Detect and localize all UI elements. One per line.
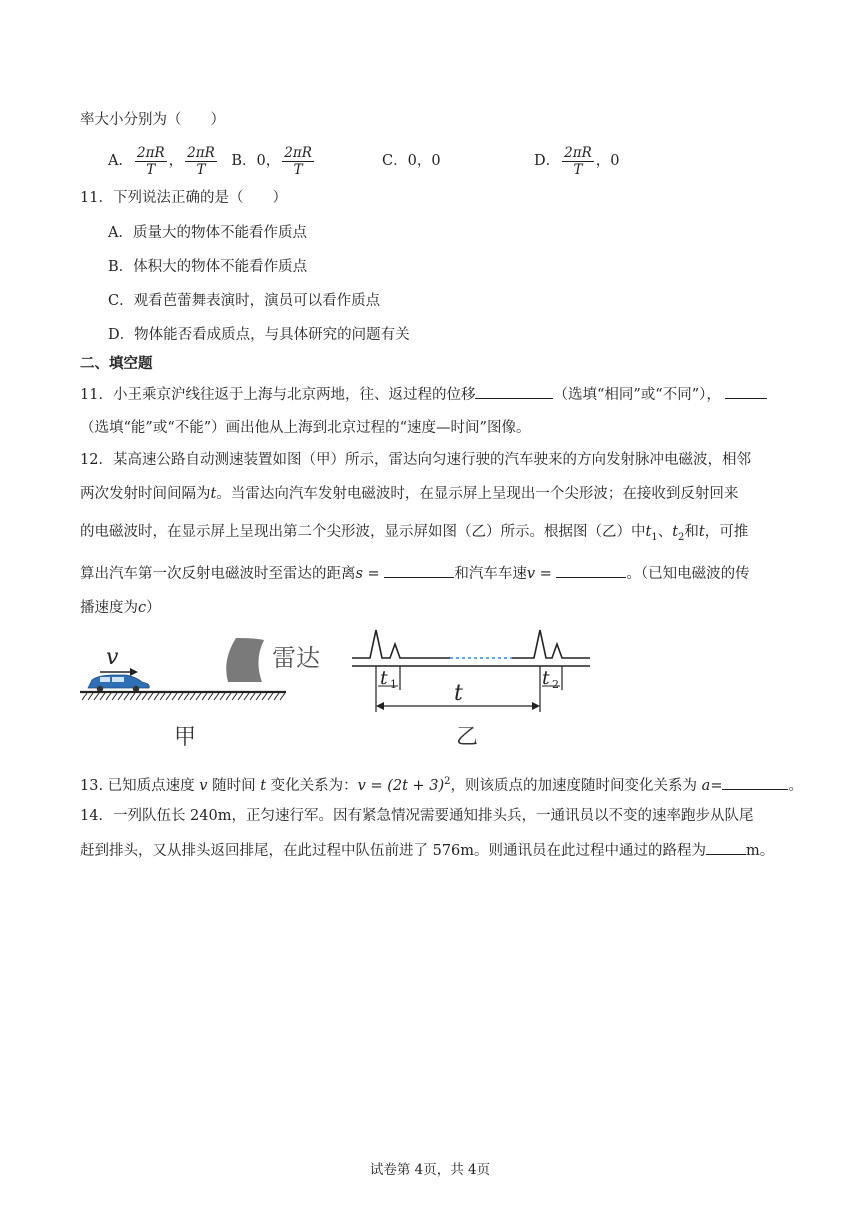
q10-option-d-frac xyxy=(562,145,594,178)
t-arrow-left-head xyxy=(376,702,384,710)
text: 赶到排头，又从排头返回排尾，在此过程中队伍前进了 576m。则通讯员在此过程中通过的路程为 xyxy=(80,843,707,859)
text: = xyxy=(710,777,723,794)
hatch-mark xyxy=(226,693,231,700)
pulse-pair-left xyxy=(352,630,450,658)
text: ） xyxy=(146,600,161,616)
exponent: 2 xyxy=(444,776,451,787)
q10-stem-tail: 率大小分别为（ ） xyxy=(80,112,225,128)
hatch-mark xyxy=(202,693,207,700)
frac-den: T xyxy=(196,161,206,178)
figure-yi-label: 乙 xyxy=(456,725,479,750)
text: ，则该质点的加速度随时间变化关系为 xyxy=(450,777,702,794)
text: m。 xyxy=(746,843,775,859)
hatch-mark xyxy=(280,693,285,700)
q10-option-c: C．0，0 xyxy=(382,153,441,169)
t1-sub: 1 xyxy=(390,678,397,691)
q12-line4 xyxy=(80,563,750,584)
hatch-mark xyxy=(250,693,255,700)
hatch-mark xyxy=(238,693,243,700)
text: = xyxy=(535,566,557,582)
q11-option-a: A．质量大的物体不能看作质点 xyxy=(108,225,307,241)
hatch-mark xyxy=(178,693,183,700)
hatch-mark xyxy=(136,693,141,700)
text: 。 xyxy=(788,777,803,794)
q14-line2 xyxy=(80,840,774,861)
text: 两次发射时间间隔为 xyxy=(80,486,211,502)
t-arrow-right-head xyxy=(532,702,540,710)
hatch-mark xyxy=(112,693,117,700)
t2-label: t xyxy=(542,667,550,689)
text: 。当雷达向汽车发射电磁波时，在显示屏上呈现出一个尖形波；在接收到反射回来 xyxy=(216,486,739,502)
hatch-mark xyxy=(142,693,147,700)
section-heading: 二、填空题 xyxy=(80,355,153,372)
q11-option-d: D．物体能否看成质点，与具体研究的问题有关 xyxy=(108,327,410,343)
frac-den: T xyxy=(573,161,583,178)
answer-blank xyxy=(725,384,767,399)
hatch-mark xyxy=(172,693,177,700)
hatch-mark xyxy=(274,693,279,700)
var-a: a xyxy=(701,777,711,794)
text: 11．小王乘京沪线往返于上海与北京两地，往、返过程的位移 xyxy=(80,387,476,403)
var-t: t xyxy=(260,777,267,794)
q10-option-a-frac xyxy=(135,145,167,178)
radar-figure xyxy=(78,620,598,752)
hatch-mark xyxy=(160,693,165,700)
q14-line1: 14．一列队伍长 240m，正匀速行军。因有紧急情况需要通知排头兵，一通讯员以不变的速率跑步从队尾 xyxy=(80,808,754,824)
ground-hatch xyxy=(82,693,285,700)
hatch-mark xyxy=(268,693,273,700)
figure-yi xyxy=(352,630,590,712)
hatch-mark xyxy=(148,693,153,700)
hatch-mark xyxy=(208,693,213,700)
hatch-mark xyxy=(196,693,201,700)
q12-line1: 12．某高速公路自动测速装置如图（甲）所示，雷达向匀速行驶的汽车驶来的方向发射脉冲电磁波，相邻 xyxy=(80,452,751,468)
var-v: v xyxy=(526,566,536,582)
sub: 1 xyxy=(651,531,658,543)
q10-option-d xyxy=(534,141,620,181)
hatch-mark xyxy=(220,693,225,700)
hatch-mark xyxy=(190,693,195,700)
frac-num: 2πR xyxy=(564,144,592,161)
answer-blank xyxy=(722,775,788,790)
hatch-mark xyxy=(244,693,249,700)
q11b-line1 xyxy=(80,384,767,405)
q11b-line2: （选填“能”或“不能”）画出他从上海到北京过程的“速度—时间”图像。 xyxy=(80,420,531,436)
text: 和汽车车速 xyxy=(454,566,527,582)
var-t1: t xyxy=(645,524,652,540)
t1-label: t xyxy=(380,667,388,689)
var-t: t xyxy=(210,486,217,502)
q12-line5 xyxy=(80,598,161,618)
text: ，可推 xyxy=(704,524,749,540)
text: 播速度为 xyxy=(80,600,138,616)
answer-blank xyxy=(706,840,746,855)
hatch-mark xyxy=(94,693,99,700)
text: 的电磁波时，在显示屏上呈现出第二个尖形波，显示屏如图（乙）所示。根据图（乙）中 xyxy=(80,524,646,540)
hatch-mark xyxy=(166,693,171,700)
q12-line2 xyxy=(80,484,738,504)
q10-option-a-sep: ， xyxy=(168,153,184,169)
hatch-mark xyxy=(256,693,261,700)
formula: v = (2t + 3) xyxy=(357,777,445,794)
q12-line3 xyxy=(80,522,748,548)
var-v: v xyxy=(199,777,208,794)
hatch-mark xyxy=(118,693,123,700)
q10-option-a-frac2 xyxy=(185,145,217,178)
q10-option-b-frac xyxy=(282,145,314,178)
text: 变化关系为： xyxy=(266,777,358,794)
figure-jia xyxy=(80,638,320,750)
text: 13. 已知质点速度 xyxy=(80,777,200,794)
car-icon xyxy=(88,675,149,692)
answer-blank xyxy=(384,563,454,578)
sub: 2 xyxy=(678,531,685,543)
velocity-arrow-head xyxy=(130,668,138,676)
figure-jia-label: 甲 xyxy=(174,725,197,750)
hatch-mark xyxy=(130,693,135,700)
hatch-mark xyxy=(262,693,267,700)
q11-option-b: B．体积大的物体不能看作质点 xyxy=(108,259,308,275)
q10-option-d-label: D． xyxy=(534,153,561,169)
page-footer: 试卷第 4页，共 4页 xyxy=(369,1162,491,1178)
text: （选填“相同”或“不同”）， xyxy=(553,387,721,403)
frac-den: T xyxy=(293,161,303,178)
hatch-mark xyxy=(154,693,159,700)
hatch-mark xyxy=(100,693,105,700)
answer-blank xyxy=(475,384,553,399)
hatch-mark xyxy=(106,693,111,700)
q11-stem: 11．下列说法正确的是（ ） xyxy=(80,190,287,206)
hatch-mark xyxy=(82,693,87,700)
hatch-mark xyxy=(184,693,189,700)
hatch-mark xyxy=(124,693,129,700)
text: 算出汽车第一次反射电磁波时至雷达的距离 xyxy=(80,566,356,582)
text: 、 xyxy=(657,524,673,540)
frac-num: 2πR xyxy=(284,144,312,161)
q10-option-a-label: A． xyxy=(108,153,133,169)
var-t: t xyxy=(698,524,705,540)
text: = xyxy=(362,566,385,582)
text: 。（已知电磁波的传 xyxy=(626,566,750,582)
t-label: t xyxy=(454,681,463,706)
frac-num: 2πR xyxy=(187,144,215,161)
hatch-mark xyxy=(232,693,237,700)
radar-icon xyxy=(226,638,264,682)
radar-label: 雷达 xyxy=(272,644,320,672)
q10-option-b-label: B．0， xyxy=(231,153,281,169)
frac-den: T xyxy=(146,161,156,178)
t2-sub: 2 xyxy=(552,678,559,691)
text: 和 xyxy=(684,524,699,540)
text: 随时间 xyxy=(207,777,261,794)
pulse-pair-right xyxy=(512,630,590,658)
var-c: c xyxy=(138,600,147,616)
answer-blank xyxy=(556,563,626,578)
hatch-mark xyxy=(88,693,93,700)
q13-line xyxy=(80,772,803,796)
var-t2: t xyxy=(672,524,679,540)
q11-option-c: C．观看芭蕾舞表演时，演员可以看作质点 xyxy=(108,293,381,309)
velocity-label: v xyxy=(106,645,119,670)
q10-option-d-tail: ，0 xyxy=(595,153,620,169)
var-s: s xyxy=(355,566,363,582)
frac-num: 2πR xyxy=(136,144,165,161)
hatch-mark xyxy=(214,693,219,700)
